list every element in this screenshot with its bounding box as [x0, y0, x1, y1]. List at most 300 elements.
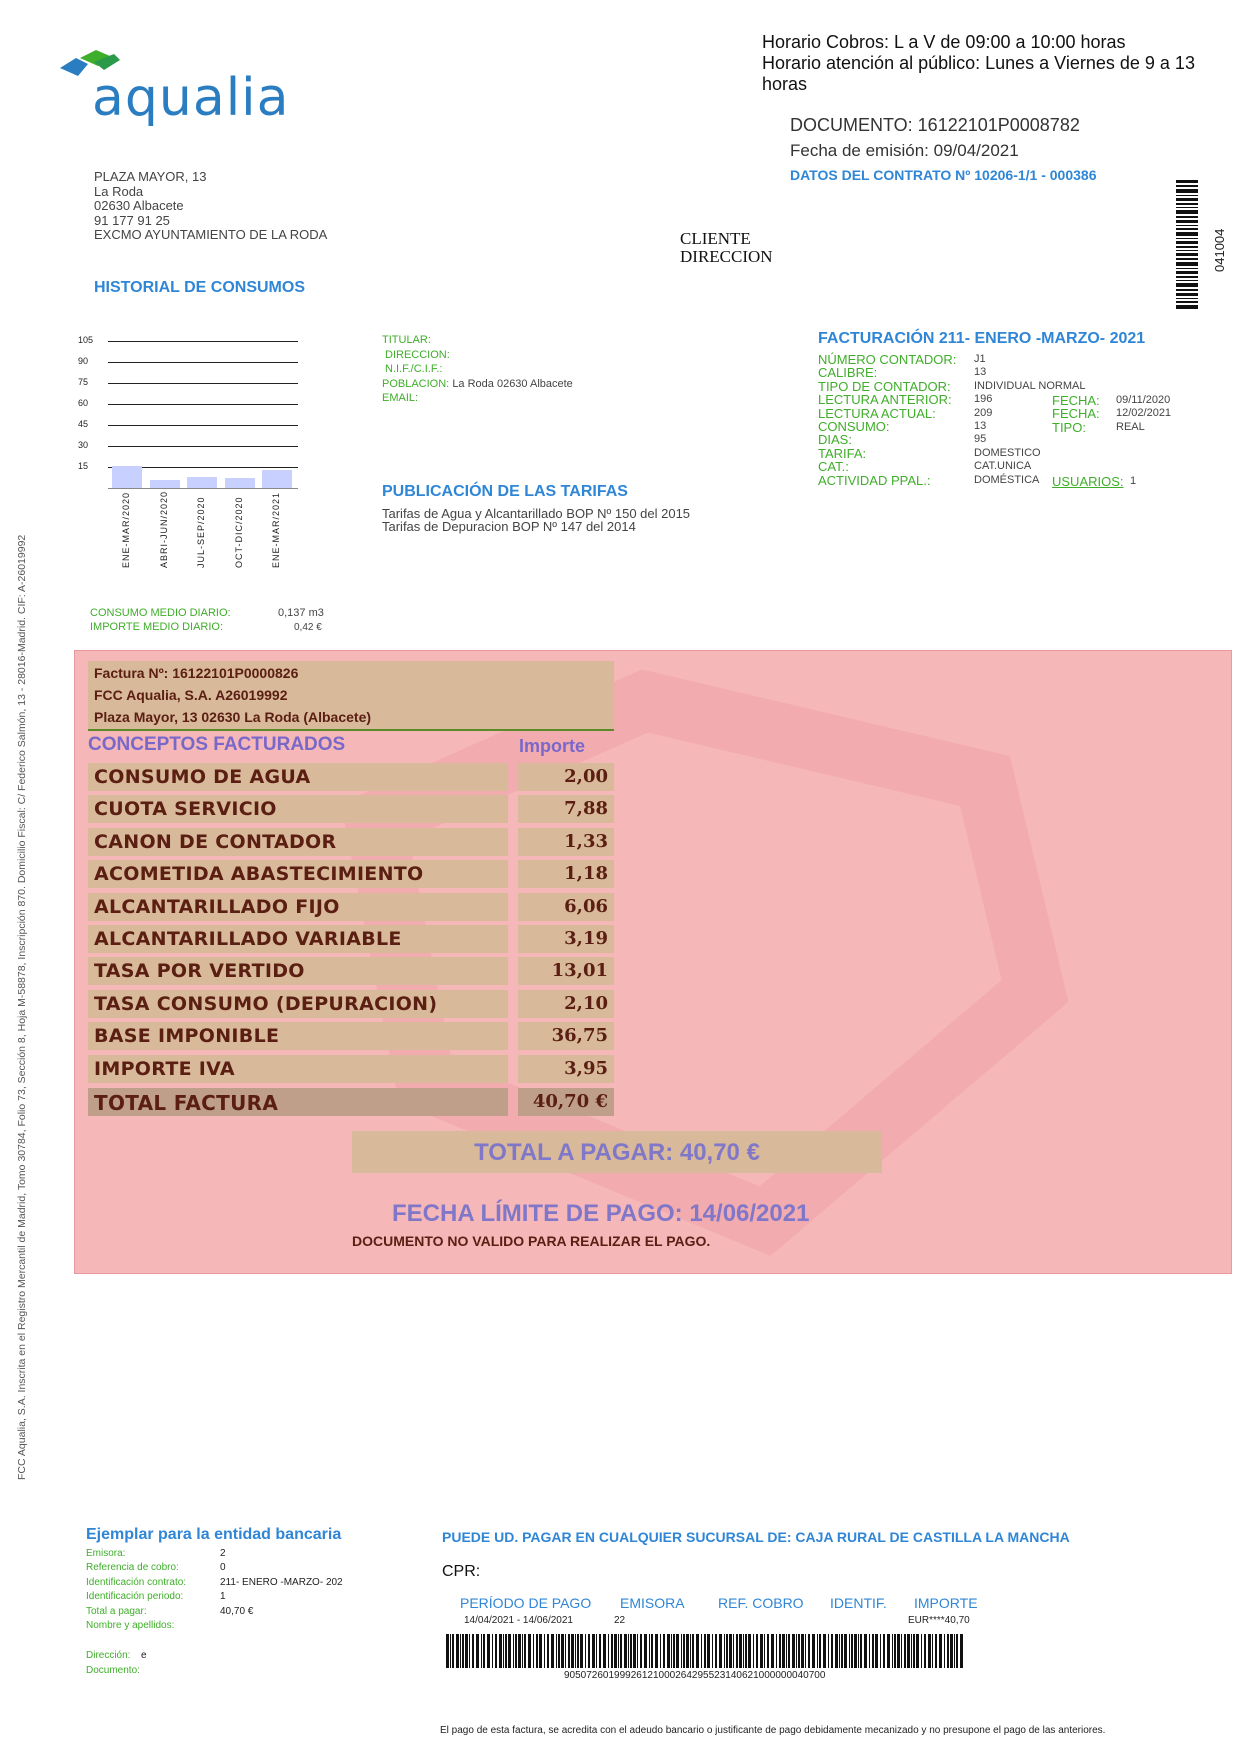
poblacion-label: POBLACION:	[382, 377, 450, 390]
chart-bar	[150, 480, 180, 488]
col-periodo: PERÍODO DE PAGO	[460, 1595, 592, 1611]
concepto-value: 2,10	[564, 992, 608, 1014]
consumo-medio-label: CONSUMO MEDIO DIARIO:	[90, 607, 231, 619]
barcode-bar	[743, 1634, 744, 1668]
barcode-bar	[505, 1634, 507, 1668]
poblacion-value: La Roda 02630 Albacete	[452, 377, 573, 390]
barcode-bar	[828, 1634, 829, 1668]
barcode-bar	[892, 1634, 893, 1668]
barcode-bar	[944, 1634, 945, 1668]
barcode-bar	[599, 1634, 601, 1668]
barcode-bar	[462, 1634, 464, 1668]
email-label: EMAIL:	[382, 392, 419, 404]
barcode-bar	[932, 1634, 933, 1668]
concepto-row	[88, 925, 508, 953]
barcode-bar	[588, 1634, 590, 1668]
total-factura-row	[88, 1088, 508, 1116]
banco-direccion-value: e	[141, 1650, 147, 1661]
banco-value: 0	[220, 1562, 226, 1574]
conceptos-header: CONCEPTOS FACTURADOS	[88, 734, 346, 755]
barcode-bar	[539, 1634, 542, 1668]
banco-label: Identificación contrato:	[86, 1576, 187, 1588]
concepto-label: BASE IMPONIBLE	[94, 1025, 280, 1048]
barcode-bar	[880, 1634, 881, 1668]
facturacion-label: CAT.:	[818, 459, 849, 475]
barcode-bar	[801, 1634, 804, 1668]
chart-y-tick: 30	[78, 440, 89, 450]
barcode-bar	[671, 1634, 672, 1668]
barcode-bar	[823, 1634, 826, 1668]
tarifas-text	[382, 507, 690, 533]
chart-bar	[262, 470, 292, 488]
barcode-bar	[481, 1634, 482, 1668]
tarifas-line-2: Tarifas de Depuracion BOP Nº 147 del 2014	[382, 519, 636, 534]
banco-value: 40,70 €	[220, 1605, 254, 1617]
fecha-limite: FECHA LÍMITE DE PAGO: 14/06/2021	[392, 1200, 810, 1227]
facturacion-label: NÚMERO CONTADOR:	[818, 352, 957, 367]
barcode-bar	[630, 1634, 632, 1668]
concepto-value: 2,00	[564, 766, 608, 787]
concepto-row	[88, 1022, 508, 1050]
barcode-bar	[907, 1634, 910, 1668]
barcode-bar	[904, 1634, 906, 1668]
factura-header	[88, 661, 614, 731]
hours-block	[762, 32, 1195, 95]
hours-line-2: Horario atención al público: Lunes a Viernes de 9 a 13	[762, 53, 1195, 73]
office-line-4: 91 177 91 25	[94, 212, 170, 228]
barcode-bar	[568, 1634, 570, 1668]
facturacion-value: DOMESTICO	[974, 446, 1041, 459]
barcode-bar	[712, 1634, 713, 1668]
barcode-bar	[792, 1634, 795, 1668]
barcode-bar	[533, 1634, 534, 1668]
barcode-bar	[551, 1634, 554, 1668]
barcode-bar	[854, 1634, 857, 1668]
barcode-bar	[939, 1634, 942, 1668]
concepto-value: 1,18	[564, 863, 608, 885]
contrato-title: DATOS DEL CONTRATO Nº 10206-1/1 - 000386	[790, 167, 1097, 183]
barcode-bar	[779, 1634, 781, 1668]
barcode-bar	[928, 1634, 931, 1668]
tipo-label: TIPO:	[1052, 420, 1086, 435]
chart-bar	[187, 477, 217, 488]
barcode-bar	[544, 1634, 545, 1668]
barcode-bar	[724, 1634, 725, 1668]
concepto-label: IMPORTE IVA	[94, 1057, 235, 1080]
barcode-bar	[841, 1634, 843, 1668]
barcode-bar	[585, 1634, 586, 1668]
fecha2-label: FECHA:	[1052, 406, 1100, 421]
barcode-bar	[883, 1634, 885, 1668]
barcode-bar	[771, 1634, 774, 1668]
barcode-bar	[450, 1634, 451, 1668]
barcode-bar	[558, 1634, 560, 1668]
barcode-bar	[460, 1634, 461, 1668]
barcode-bar	[696, 1634, 699, 1668]
concepto-value-box	[518, 957, 614, 985]
concepto-value: 6,06	[564, 895, 608, 917]
barcode-bar	[522, 1634, 523, 1668]
barcode-bar	[860, 1634, 862, 1668]
chart-y-tick: 45	[78, 419, 89, 429]
barcode-bar	[611, 1634, 613, 1668]
usuarios-value: 1	[1130, 475, 1137, 487]
barcode-bar	[465, 1634, 468, 1668]
concepto-label: CANON DE CONTADOR	[94, 830, 337, 853]
barcode-bar	[456, 1634, 459, 1668]
emisora-value: 22	[614, 1615, 626, 1626]
usuarios-label: USUARIOS:	[1052, 474, 1124, 489]
barcode-bar	[644, 1634, 647, 1668]
barcode-bar	[620, 1634, 622, 1668]
facturacion-label: ACTIVIDAD PPAL.:	[818, 472, 931, 488]
brand-name: aqualia	[92, 68, 290, 128]
barcode-bar	[633, 1634, 636, 1668]
chart-gridline	[108, 362, 298, 363]
concepto-value-box	[518, 990, 614, 1018]
concepto-label: ALCANTARILLADO FIJO	[94, 895, 340, 918]
total-pagar-box	[352, 1131, 882, 1173]
facturacion-value: 95	[974, 433, 987, 446]
concepto-value: 36,75	[551, 1025, 608, 1047]
banco-title: Ejemplar para la entidad bancaria	[86, 1526, 342, 1543]
office-line-2: La Roda	[94, 183, 144, 199]
chart-gridline	[108, 383, 298, 384]
concepto-row	[88, 828, 508, 856]
facturacion-value: CAT.UNICA	[974, 460, 1032, 473]
concepto-value: 13,01	[551, 960, 608, 982]
fecha1-value: 09/11/2020	[1116, 394, 1171, 406]
barcode-bar	[683, 1634, 685, 1668]
barcode-bar	[499, 1634, 502, 1668]
chart-bar	[225, 478, 255, 488]
concepto-label: CUOTA SERVICIO	[94, 798, 277, 821]
barcode-bar	[844, 1634, 847, 1668]
tipo-value: REAL	[1116, 421, 1145, 433]
total-factura-label: TOTAL FACTURA	[94, 1091, 279, 1115]
importe-medio-label: IMPORTE MEDIO DIARIO:	[90, 621, 224, 633]
chart-bar	[112, 466, 142, 488]
facturacion-label: CONSUMO:	[818, 419, 890, 434]
concepto-label: ACOMETIDA ABASTECIMIENTO	[94, 863, 424, 886]
office-line-5: EXCMO AYUNTAMIENTO DE LA RODA	[94, 227, 328, 242]
col-ref: REF. COBRO	[718, 1595, 804, 1611]
barcode-bar	[637, 1634, 638, 1668]
barcode-bar	[831, 1634, 833, 1668]
barcode-bar	[640, 1634, 642, 1668]
banco-value: 211- ENERO -MARZO- 202	[220, 1576, 343, 1588]
chart-x-label: ENE-MAR/2021	[271, 491, 281, 568]
barcode-bar	[719, 1634, 722, 1668]
concepto-label: ALCANTARILLADO VARIABLE	[94, 928, 402, 950]
nif-label: N.I.F./C.I.F.:	[385, 363, 443, 375]
col-identif: IDENTIF.	[830, 1595, 887, 1611]
barcode-bar	[518, 1634, 521, 1668]
titular-block	[382, 333, 573, 406]
facturacion-label: TIPO DE CONTADOR:	[818, 378, 951, 394]
cliente-block	[680, 230, 773, 266]
barcode-bar	[561, 1634, 564, 1668]
barcode-bar	[603, 1634, 606, 1668]
payment-barcode	[446, 1634, 966, 1668]
chart-y-tick: 75	[78, 377, 89, 387]
barcode-bar	[901, 1634, 902, 1668]
side-legal-text: FCC Aqualia, S.A. Inscrita en el Registro Mercantil de Madrid, Tomo 30784, Folio 73, Sección 8, Hoja M-58878, Inscripción 870. Domicilio Fiscal: C/ Federico Salmón, 13 - 28016-Madrid. CIF: A-26019992	[16, 534, 28, 1480]
barcode-bar	[508, 1634, 511, 1668]
fecha-emision: Fecha de emisión: 09/04/2021	[790, 141, 1019, 160]
barcode-bar	[788, 1634, 790, 1668]
importe-header: Importe	[519, 736, 586, 756]
barcode-bar	[655, 1634, 658, 1668]
barcode-bar	[756, 1634, 758, 1668]
barcode-bar	[887, 1634, 890, 1668]
concepto-row	[88, 957, 508, 985]
chart-x-label: ABRI-JUN/2020	[158, 490, 169, 568]
barcode-bar	[798, 1634, 800, 1668]
barcode-bar	[812, 1634, 815, 1668]
vertical-barcode	[1176, 180, 1210, 310]
barcode-bar	[760, 1634, 763, 1668]
barcode-bar	[776, 1634, 777, 1668]
concepto-row	[88, 763, 508, 791]
barcode-bar	[935, 1634, 937, 1668]
barcode-bar	[950, 1634, 953, 1668]
banco-value: 1	[220, 1591, 226, 1603]
barcode-bar	[736, 1634, 738, 1668]
barcode-bar	[796, 1634, 797, 1668]
barcode-bar	[692, 1634, 694, 1668]
concepto-row	[88, 893, 508, 921]
barcode-bar	[894, 1634, 896, 1668]
barcode-bar	[592, 1634, 595, 1668]
barcode-bar	[515, 1634, 517, 1668]
chart-y-tick: 105	[78, 335, 94, 345]
factura-numero: Factura Nº: 16122101P0000826	[94, 665, 299, 681]
barcode-bar	[739, 1634, 742, 1668]
chart-gridline	[108, 425, 298, 426]
barcode-bar	[651, 1634, 653, 1668]
total-pagar: TOTAL A PAGAR: 40,70 €	[474, 1139, 760, 1166]
facturacion-label: TARIFA:	[818, 445, 867, 461]
facturacion-label: CALIBRE:	[818, 365, 878, 381]
hours-line-3: horas	[762, 74, 808, 94]
chart-y-tick: 90	[78, 356, 89, 366]
concepto-value-box	[518, 925, 614, 953]
barcode-bar	[495, 1634, 497, 1668]
barcode-bar	[513, 1634, 514, 1668]
concepto-value-box	[518, 1022, 614, 1050]
barcode-bar	[715, 1634, 717, 1668]
barcode-bar	[472, 1634, 474, 1668]
barcode-bar	[921, 1634, 922, 1668]
barcode-bar	[729, 1634, 732, 1668]
total-factura-value: 40,70 €	[532, 1091, 608, 1112]
barcode-bar	[849, 1634, 850, 1668]
facturacion-value: 13	[974, 366, 987, 379]
barcode-bar	[676, 1634, 679, 1668]
barcode-bar	[858, 1634, 859, 1668]
fecha2-value: 12/02/2021	[1116, 407, 1172, 419]
chart-gridline	[108, 404, 298, 405]
barcode-bar	[565, 1634, 566, 1668]
banco-label: Emisora:	[86, 1548, 126, 1559]
facturacion-label: LECTURA ANTERIOR:	[818, 392, 952, 408]
barcode-bar	[618, 1634, 619, 1668]
barcode-bar	[681, 1634, 682, 1668]
tarifas-line-1: Tarifas de Agua y Alcantarillado BOP Nº 150 del 2015	[382, 506, 691, 521]
concepto-row	[88, 1055, 508, 1083]
facturacion-label: DIAS:	[818, 432, 852, 448]
concepto-value-box	[518, 1055, 614, 1083]
concepto-value-box	[518, 795, 614, 823]
barcode-bar	[808, 1634, 810, 1668]
barcode-bar	[580, 1634, 583, 1668]
chart-x-label: OCT-DIC/2020	[233, 496, 244, 568]
concepto-value-box	[518, 763, 614, 791]
barcode-text: 90507260199926121000264295523140621000000040700	[564, 1670, 826, 1681]
concepto-value: 3,95	[564, 1057, 608, 1079]
consumption-chart	[0, 0, 340, 580]
barcode-bar	[536, 1634, 538, 1668]
barcode-bar	[947, 1634, 949, 1668]
barcode-bar	[686, 1634, 689, 1668]
barcode-bar	[663, 1634, 665, 1668]
barcode-bar	[733, 1634, 734, 1668]
barcode-bar	[487, 1634, 490, 1668]
facturacion-value: DOMÉSTICA	[974, 473, 1040, 486]
direccion-label: DIRECCION:	[385, 348, 450, 361]
barcode-bar	[851, 1634, 853, 1668]
barcode-bar	[608, 1634, 609, 1668]
concepto-label: CONSUMO DE AGUA	[94, 766, 311, 788]
barcode-bar	[660, 1634, 661, 1668]
concepto-row	[88, 990, 508, 1018]
facturacion-value: 196	[974, 393, 993, 406]
concepto-value: 3,19	[564, 928, 608, 949]
barcode-bar	[649, 1634, 650, 1668]
col-emisora: EMISORA	[620, 1595, 685, 1611]
barcode-bar	[745, 1634, 747, 1668]
concepto-value-box	[518, 860, 614, 888]
barcode-bar	[819, 1634, 821, 1668]
consumo-medio-value: 0,137 m3	[278, 607, 324, 619]
tarifas-title: PUBLICACIÓN DE LAS TARIFAS	[382, 483, 628, 500]
barcode-bar	[817, 1634, 818, 1668]
barcode-bar	[869, 1634, 870, 1668]
barcode-bar	[556, 1634, 557, 1668]
barcode-bar	[726, 1634, 728, 1668]
banco-label: Referencia de cobro:	[86, 1562, 179, 1574]
barcode-bar	[690, 1634, 691, 1668]
barcode-bar	[956, 1634, 958, 1668]
barcode-bar	[528, 1634, 531, 1668]
facturacion-value: INDIVIDUAL NORMAL	[974, 379, 1086, 392]
barcode-bar	[924, 1634, 926, 1668]
concepto-value-box	[518, 828, 614, 856]
concepto-label: TASA POR VERTIDO	[94, 960, 305, 983]
importe-medio-value: 0,42 €	[294, 622, 322, 633]
banco-label: Identificación periodo:	[86, 1591, 184, 1603]
direccion-line: DIRECCION	[680, 247, 773, 266]
factura-empresa: FCC Aqualia, S.A. A26019992	[94, 687, 288, 703]
barcode-number: 041004	[1212, 228, 1227, 272]
facturacion-value: J1	[974, 353, 986, 365]
barcode-bar	[492, 1634, 493, 1668]
barcode-bar	[704, 1634, 706, 1668]
barcode-bar	[575, 1634, 576, 1668]
titular-label: TITULAR:	[382, 334, 431, 346]
barcode-bar	[913, 1634, 915, 1668]
factura-direccion: Plaza Mayor, 13 02630 La Roda (Albacete)	[94, 709, 372, 725]
barcode-bar	[864, 1634, 867, 1668]
hours-line-1: Horario Cobros: L a V de 09:00 a 10:00 horas	[762, 32, 1126, 52]
barcode-bar	[835, 1634, 838, 1668]
barcode-bar	[571, 1634, 574, 1668]
documento-number: DOCUMENTO: 16122101P0008782	[790, 115, 1080, 135]
barcode-bar	[628, 1634, 629, 1668]
banco-documento-label: Documento:	[86, 1665, 140, 1676]
chart-gridline	[108, 341, 298, 342]
no-valido-text: DOCUMENTO NO VALIDO PARA REALIZAR EL PAGO.	[352, 1233, 711, 1249]
concepto-value: 7,88	[564, 798, 608, 820]
barcode-bar	[707, 1634, 710, 1668]
concepto-row	[88, 795, 508, 823]
barcode-bar	[446, 1634, 449, 1668]
barcode-bar	[614, 1634, 617, 1668]
historial-title: HISTORIAL DE CONSUMOS	[94, 279, 305, 296]
barcode-bar	[753, 1634, 754, 1668]
barcode-bar	[547, 1634, 549, 1668]
periodo-value: 14/04/2021 - 14/06/2021	[464, 1615, 573, 1626]
banco-label: Nombre y apellidos:	[86, 1620, 175, 1631]
barcode-bar	[469, 1634, 470, 1668]
barcode-bar	[916, 1634, 919, 1668]
office-line-3: 02630 Albacete	[94, 198, 184, 213]
barcode-bar	[701, 1634, 702, 1668]
barcode-bar	[524, 1634, 526, 1668]
poblacion-row	[382, 377, 573, 392]
chart-y-tick: 15	[78, 461, 89, 471]
banco-value: 2	[220, 1548, 226, 1559]
barcode-bar	[954, 1634, 955, 1668]
barcode-bar	[875, 1634, 878, 1668]
facturacion-label: LECTURA ACTUAL:	[818, 405, 936, 421]
barcode-bar	[624, 1634, 627, 1668]
barcode-bar	[667, 1634, 670, 1668]
barcode-bar	[767, 1634, 769, 1668]
barcode-bar	[911, 1634, 912, 1668]
chart-y-tick: 60	[78, 398, 89, 408]
barcode-bar	[673, 1634, 675, 1668]
concepto-value: 1,33	[564, 830, 608, 852]
cpr-label: CPR:	[442, 1563, 481, 1580]
barcode-bar	[577, 1634, 579, 1668]
barcode-bar	[452, 1634, 454, 1668]
facturacion-value: 209	[974, 406, 993, 419]
concepto-row	[88, 860, 508, 888]
cliente-line: CLIENTE	[680, 229, 751, 248]
banco-label: Total a pagar:	[86, 1605, 147, 1617]
barcode-bar	[786, 1634, 787, 1668]
fecha1-label: FECHA:	[1052, 393, 1100, 408]
barcode-bar	[782, 1634, 785, 1668]
footer-text: El pago de esta factura, se acredita con el adeudo bancario o justificante de pago debidamente mecanizado y no presupone el pago de las anteriores.	[440, 1725, 1106, 1736]
facturacion-title: FACTURACIÓN 211- ENERO -MARZO- 2021	[818, 330, 1146, 347]
barcode-bar	[872, 1634, 874, 1668]
barcode-bar	[503, 1634, 504, 1668]
barcode-bar	[596, 1634, 597, 1668]
facturacion-value: 13	[974, 420, 987, 432]
